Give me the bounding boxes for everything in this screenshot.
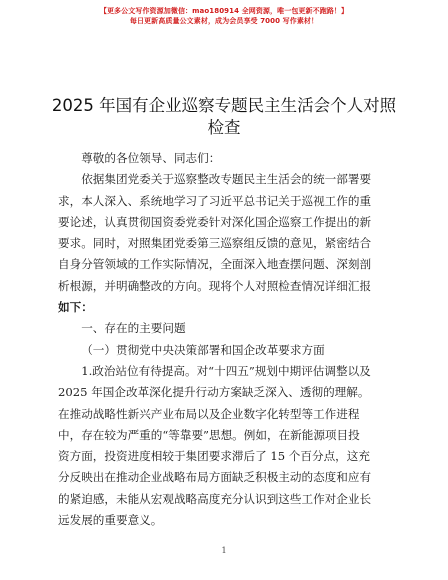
point-line: 的紧迫感，未能从宏观战略高度充分认识到这些工作对企业长 — [58, 491, 372, 506]
point-1-paragraph — [58, 361, 392, 531]
page-number: 1 — [221, 546, 227, 555]
salutation: 尊敬的各位领导、同志们： — [81, 151, 221, 165]
intro-line: 要论述，认真贯彻国资委党委针对深化国企巡察工作提出的新 — [58, 214, 372, 229]
point-line: 资方面，投资进度相较于集团要求滞后了 15 个百分点，这充 — [58, 449, 370, 464]
intro-paragraph — [58, 169, 392, 318]
title-line-2: 检查 — [207, 118, 241, 137]
point-line: 在推动战略性新兴产业布局以及企业数字化转型等工作进程 — [58, 406, 360, 421]
point-line: 2025 年国企改革深化提升行动方案缺乏深入、透彻的理解。 — [58, 385, 370, 400]
intro-line: 依据集团党委关于巡察整改专题民主生活会的统一部署要 — [81, 172, 372, 187]
intro-line: 如下： — [58, 300, 93, 315]
document-title — [40, 95, 408, 139]
point-line: 分反映出在推动企业战略布局方面缺乏积极主动的态度和应有 — [58, 470, 372, 485]
promo-line-2: 每日更新高质量公文素材，成为会员享受 7000 写作素材！ — [129, 17, 319, 25]
intro-line: 求，本人深入、系统地学习了习近平总书记关于巡视工作的重 — [58, 193, 372, 208]
subsection-heading: （一）贯彻党中央决策部署和国企改革要求方面 — [81, 342, 325, 357]
section-heading: 一、存在的主要问题 — [81, 321, 186, 336]
intro-line: 要求。同时，对照集团党委第三巡察组反馈的意见，紧密结合 — [58, 236, 372, 251]
point-line: 中，存在较为严重的“等靠要”思想。例如，在新能源项目投 — [58, 427, 360, 442]
document-body — [58, 148, 392, 531]
promo-line-1: 【更多公文写作资源加微信：mao180914 全网资源，唯一包更新不跑路！】 — [99, 7, 349, 15]
title-line-1: 2025 年国有企业巡察专题民主生活会个人对照 — [51, 96, 397, 115]
intro-line: 析根源，并明确整改的方向。现将个人对照检查情况详细汇报 — [58, 278, 372, 293]
promo-banner — [0, 6, 448, 26]
point-line: 1.政治站位有待提高。对“十四五”规划中期评估调整以及 — [81, 363, 371, 378]
point-line: 远发展的重要意义。 — [58, 513, 163, 528]
intro-line: 自身分管领域的工作实际情况，全面深入地查摆问题、深刻剖 — [58, 257, 372, 272]
